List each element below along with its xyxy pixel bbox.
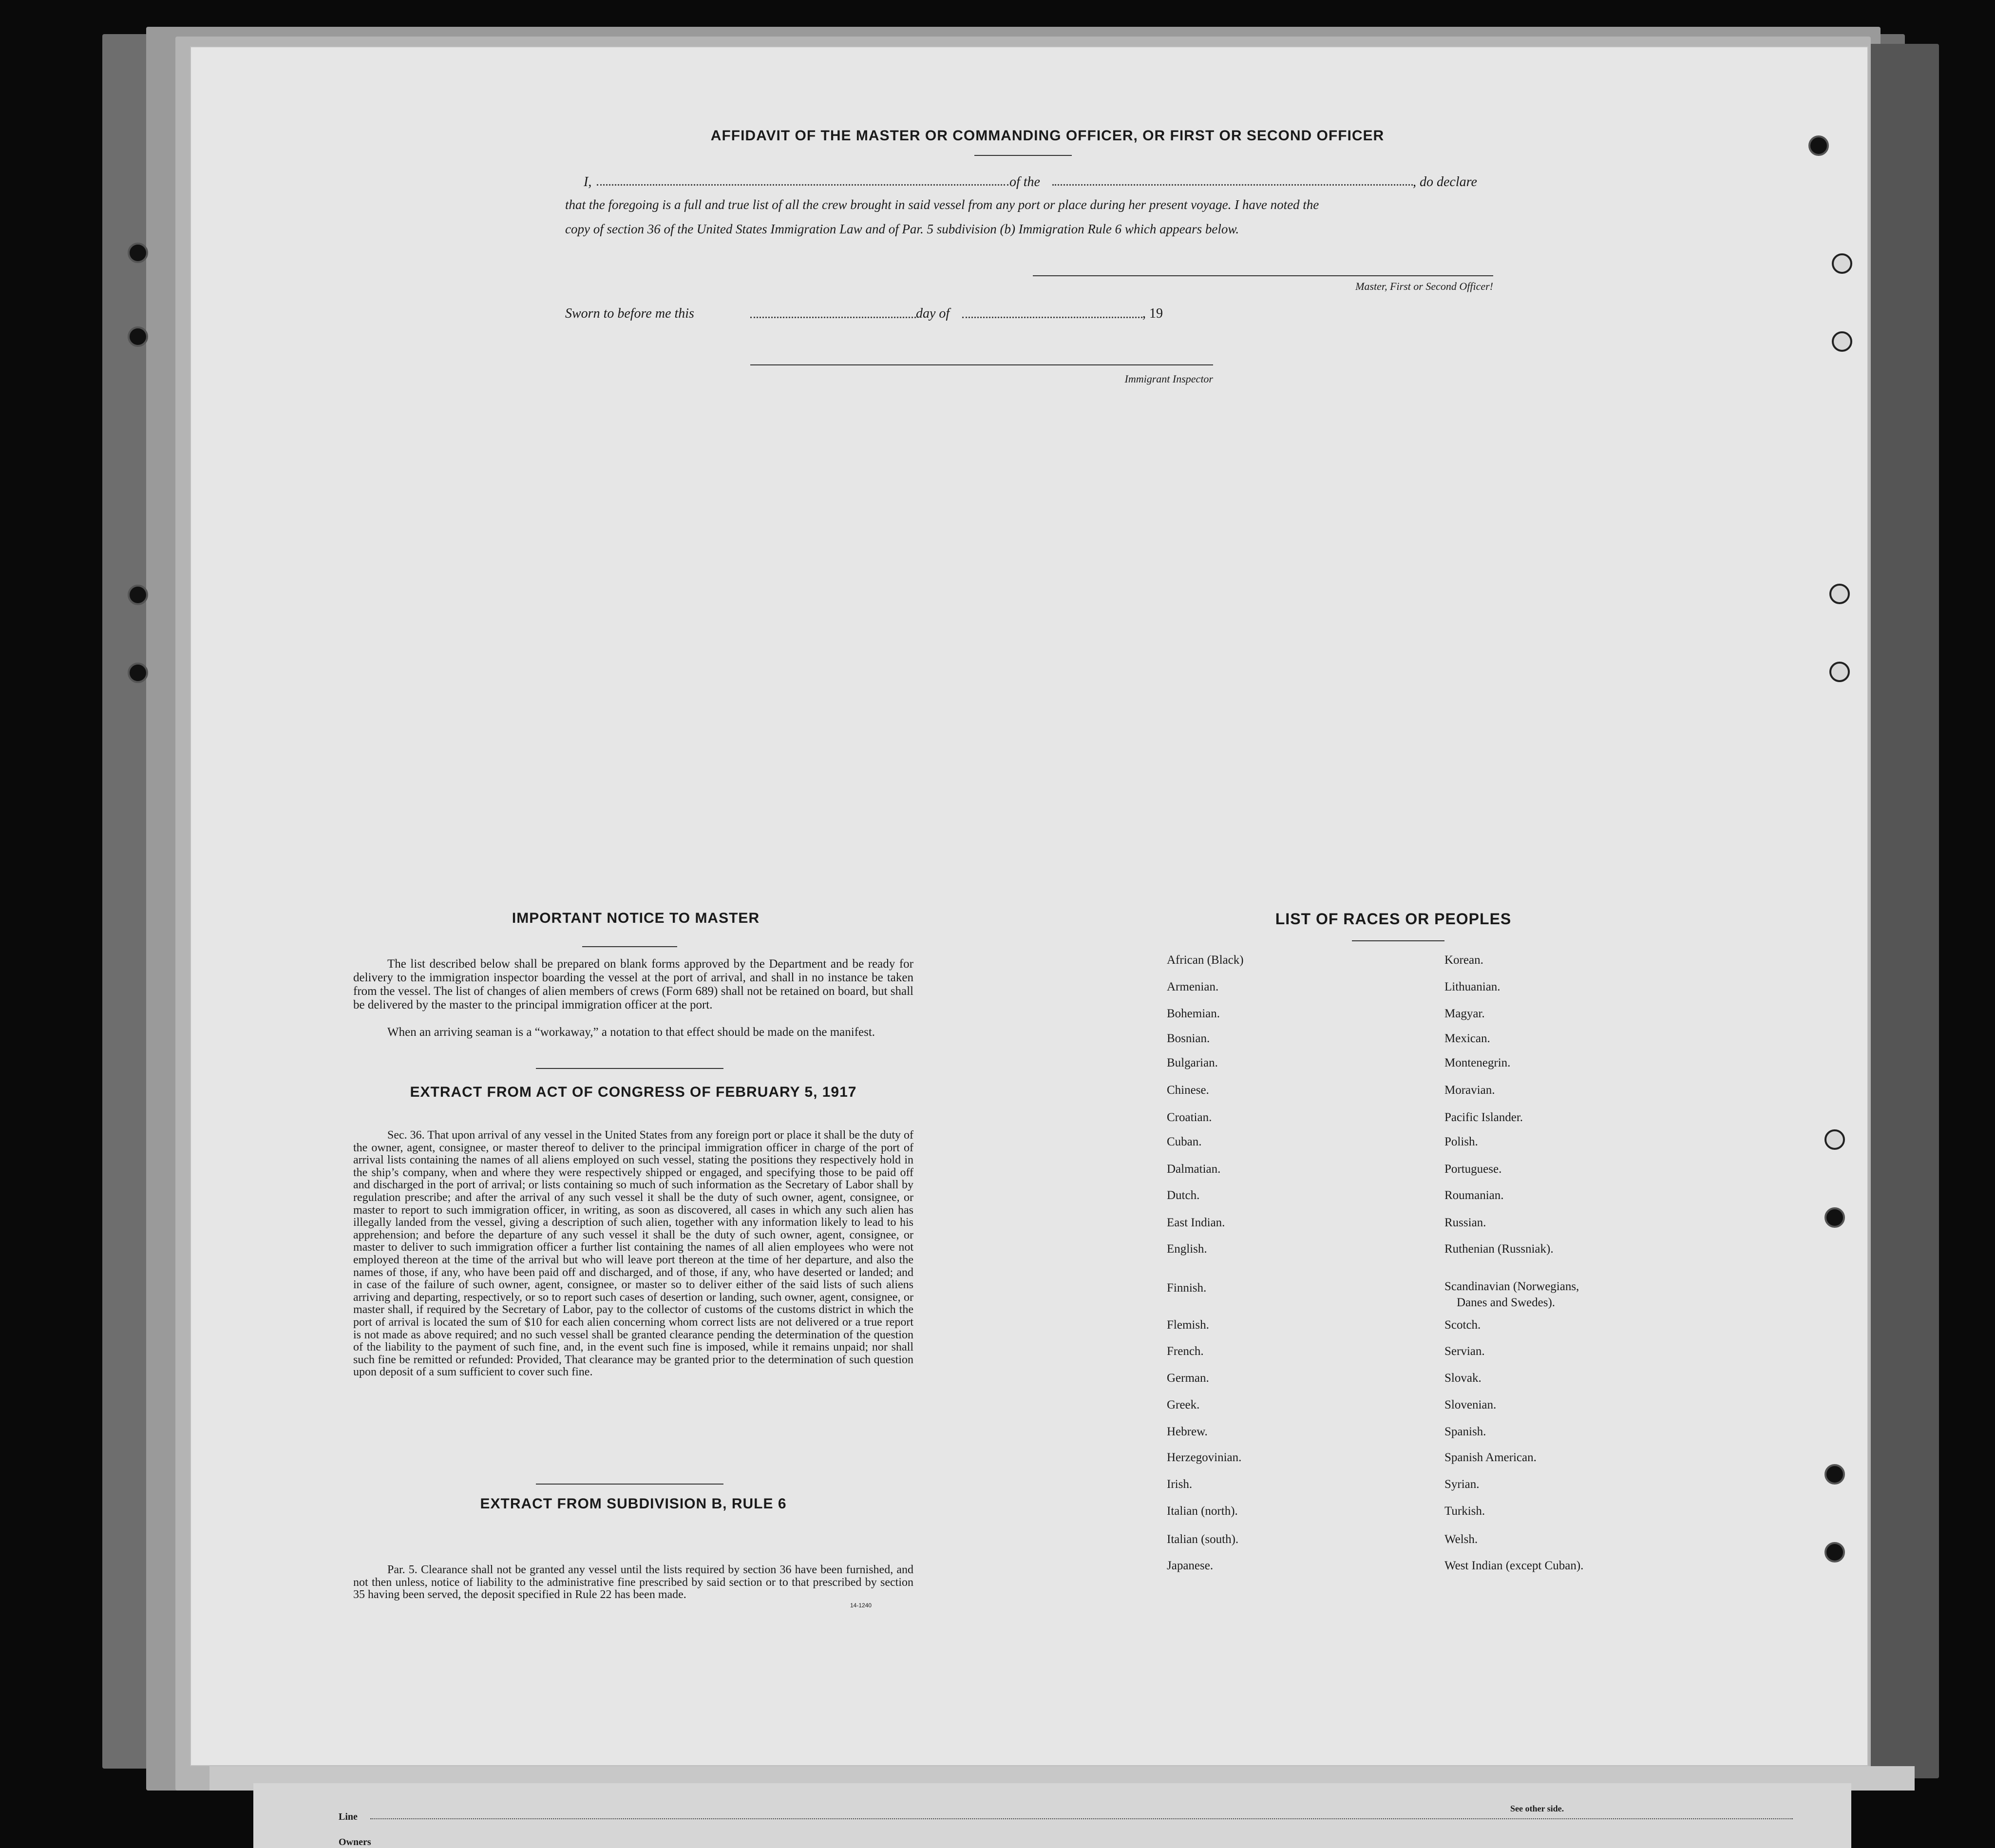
race-item: West Indian (except Cuban). <box>1444 1559 1584 1572</box>
race-item: Irish. <box>1167 1478 1193 1491</box>
sworn-label: Sworn to before me this <box>565 306 694 321</box>
extract-act-title: EXTRACT FROM ACT OF CONGRESS OF FEBRUARY 5, 1917 <box>410 1084 857 1100</box>
race-item: Pacific Islander. <box>1444 1111 1523 1124</box>
affidavit-declaration-line2: that the foregoing is a full and true list of all the crew brought in said vessel from any port or place during her present voyage. I have noted the <box>565 197 1319 212</box>
notice-underline <box>582 946 677 947</box>
master-caption: Master, First or Second Officer! <box>1355 280 1493 292</box>
race-item: Lithuanian. <box>1444 980 1501 993</box>
race-item: Slovenian. <box>1444 1398 1497 1411</box>
race-item: Hebrew. <box>1167 1425 1208 1438</box>
race-item: Herzegovinian. <box>1167 1451 1242 1464</box>
officer-name-field[interactable] <box>597 184 1008 186</box>
race-item: Montenegrin. <box>1444 1056 1511 1069</box>
affidavit-declaration-line3: copy of section 36 of the United States Immigration Law and of Par. 5 subdivision (b) Immigration Rule 6 which appears below. <box>565 222 1239 236</box>
race-item: French. <box>1167 1345 1204 1358</box>
day-of-label: day of <box>916 306 950 321</box>
race-item: Bosnian. <box>1167 1032 1210 1045</box>
race-item: Dalmatian. <box>1167 1162 1221 1176</box>
race-item: Armenian. <box>1167 980 1219 993</box>
binder-hole <box>1829 662 1850 682</box>
race-item: Cuban. <box>1167 1135 1202 1148</box>
race-item: Bohemian. <box>1167 1007 1220 1020</box>
inspector-caption: Immigrant Inspector <box>1124 373 1213 385</box>
race-item: Spanish. <box>1444 1425 1486 1438</box>
race-item: Moravian. <box>1444 1084 1495 1097</box>
race-item: East Indian. <box>1167 1216 1225 1229</box>
line-field[interactable] <box>370 1818 1793 1819</box>
binder-hole <box>1832 331 1852 352</box>
race-item: Polish. <box>1444 1135 1478 1148</box>
page-stack-right-edge <box>1861 44 1939 1778</box>
race-right-continuation: Danes and Swedes). <box>1457 1296 1556 1309</box>
race-item: Finnish. <box>1167 1281 1207 1295</box>
form-number: 14-1240 <box>850 1602 872 1609</box>
race-item: German. <box>1167 1372 1209 1385</box>
title-underline <box>974 155 1072 156</box>
line-label: Line <box>339 1811 358 1822</box>
binder-hole <box>1824 1129 1845 1150</box>
notice-paragraph-1: The list described below shall be prepared on blank forms approved by the Department and be ready for delivery to the immigration inspector boarding the vessel at the port of arrival, and shall in no instance be taken from the vessel. The list of changes of alien members of crews (Form 689) shall not be retained on board, but shall be delivered by the master to the principal immigration officer at the port. <box>353 957 913 1011</box>
inspector-signature-line[interactable] <box>750 364 1213 365</box>
binder-hole <box>128 326 148 347</box>
vessel-name-field[interactable] <box>1052 184 1413 186</box>
extract-rule-text: Par. 5. Clearance shall not be granted any vessel until the lists required by section 36 have been furnished, and not then unless, notice of liability to the administrative fine prescribed by said section or to that prescribed by section 35 having been served, the deposit specified in Rule 22 has been made. <box>353 1563 913 1601</box>
notice-title: IMPORTANT NOTICE TO MASTER <box>512 910 760 926</box>
binder-hole <box>128 663 148 683</box>
affidavit-i-label: I, <box>584 174 592 190</box>
race-item: Italian (south). <box>1167 1533 1239 1546</box>
binder-hole <box>1824 1464 1845 1485</box>
extract-act-text: Sec. 36. That upon arrival of any vessel in the United States from any foreign port or place it shall be the duty of the owner, agent, consignee, or master thereof to deliver to the principal immigration officer in charge of the port of arrival lists containing the names of all aliens employed on such vessel, stating the positions they respectively hold in the ship’s company, when and where they were respectively shipped or engaged, and specifying those to be paid off and discharged in the port of arrival; or lists containing so much of such information as the Secretary of Labor shall by regulation prescribe; and after the arrival of any such vessel it shall be the duty of such owner, agent, consignee, or master to report to such immigration officer, in writing, as soon as discovered, all cases in which any such alien has illegally landed from the vessel, giving a description of such alien, together with any information likely to lead to his apprehension; and before the departure of any such vessel it shall be the duty of such owner, agent, consignee, or master to deliver to such immigration officer a further list containing the names of all alien employees who were not employed thereon at the time of the arrival but who will leave port thereon at the time of her departure, and also the names of those, if any, who have been paid off and discharged, and of those, if any, who have deserted or landed; and in case of the failure of such owner, agent, consignee, or master so to deliver either of the said lists of such aliens arriving and departing, respectively, or so to report such cases of desertion or landing, such owner, agent, consignee, or master shall, if required by the Secretary of Labor, pay to the collector of customs of the customs district in which the port of arrival is located the sum of $10 for each alien concerning whom correct lists are not delivered or a true report is not made as above required; and no such vessel shall be granted clearance pending the determination of the question of the liability to the payment of such fine, and, in the event such fine is imposed, while it remains unpaid; nor shall such fine be remitted or refunded: Provided, That clearance may be granted prior to the determination of such question upon deposit of a sum sufficient to cover such fine. <box>353 1129 913 1379</box>
race-item: Greek. <box>1167 1398 1200 1411</box>
race-item: Japanese. <box>1167 1559 1214 1572</box>
sworn-day-field[interactable] <box>750 317 916 318</box>
affidavit-of-the-label: of the <box>1009 174 1040 190</box>
race-item: Mexican. <box>1444 1032 1490 1045</box>
race-item: Scotch. <box>1444 1318 1481 1332</box>
binder-hole <box>1832 253 1852 274</box>
race-item: Croatian. <box>1167 1111 1212 1124</box>
binder-hole <box>128 585 148 605</box>
under-sheet-form <box>253 1783 1851 1848</box>
binder-hole <box>1829 584 1850 604</box>
see-other-side: See other side. <box>1510 1804 1564 1813</box>
sworn-month-field[interactable] <box>962 317 1142 318</box>
binder-hole <box>128 243 148 263</box>
affidavit-do-declare: , do declare <box>1413 174 1477 190</box>
race-item: Magyar. <box>1444 1007 1485 1020</box>
binder-hole <box>1824 1542 1845 1562</box>
race-item: Roumanian. <box>1444 1189 1504 1202</box>
race-item: Welsh. <box>1444 1533 1478 1546</box>
races-underline <box>1352 940 1444 941</box>
race-item: Flemish. <box>1167 1318 1209 1332</box>
owners-label: Owners <box>339 1837 371 1848</box>
race-item: Italian (north). <box>1167 1505 1238 1518</box>
section-divider <box>536 1484 723 1485</box>
race-item: Spanish American. <box>1444 1451 1537 1464</box>
extract-rule-title: EXTRACT FROM SUBDIVISION B, RULE 6 <box>480 1496 787 1512</box>
binder-hole <box>1808 135 1829 156</box>
race-item: Russian. <box>1444 1216 1486 1229</box>
races-title: LIST OF RACES OR PEOPLES <box>1275 910 1512 928</box>
race-item: Portuguese. <box>1444 1162 1502 1176</box>
race-item: Chinese. <box>1167 1084 1209 1097</box>
master-signature-line[interactable] <box>1033 275 1493 276</box>
race-item: Dutch. <box>1167 1189 1200 1202</box>
race-item: Slovak. <box>1444 1372 1482 1385</box>
race-item: Syrian. <box>1444 1478 1480 1491</box>
notice-paragraph-2: When an arriving seaman is a “workaway,” a notation to that effect should be made on the manifest. <box>387 1026 875 1039</box>
section-divider <box>536 1068 723 1069</box>
affidavit-title: AFFIDAVIT OF THE MASTER OR COMMANDING OFFICER, OR FIRST OR SECOND OFFICER <box>710 128 1385 144</box>
year-label: , 19 <box>1142 306 1163 321</box>
race-item: Scandinavian (Norwegians, <box>1444 1280 1579 1293</box>
race-item: Servian. <box>1444 1345 1485 1358</box>
race-item: Turkish. <box>1444 1505 1485 1518</box>
binder-hole <box>1824 1207 1845 1228</box>
race-item: African (Black) <box>1167 953 1244 967</box>
race-item: Ruthenian (Russniak). <box>1444 1242 1554 1256</box>
race-item: Bulgarian. <box>1167 1056 1218 1069</box>
race-item: English. <box>1167 1242 1207 1256</box>
race-item: Korean. <box>1444 953 1483 967</box>
